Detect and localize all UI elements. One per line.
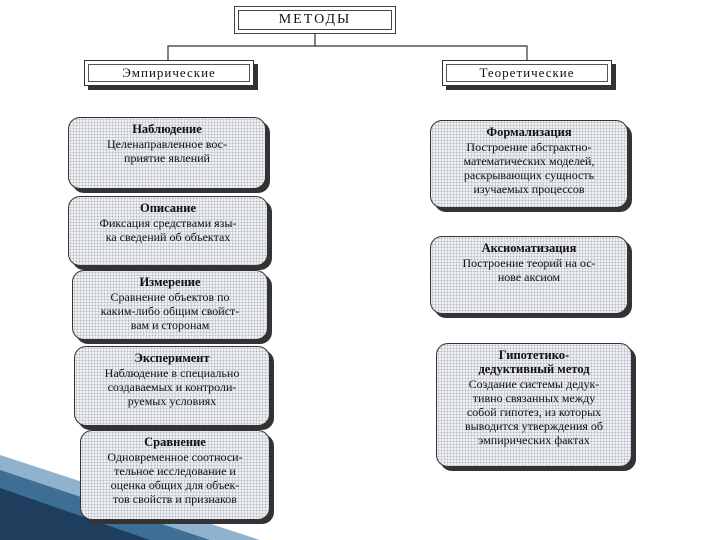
method-description: Наблюдение в специально создаваемых и контроли- руемых условиях <box>104 366 240 408</box>
category-theoretical-label: Теоретические <box>479 65 575 80</box>
method-title: Наблюдение <box>132 122 202 136</box>
category-empirical <box>84 60 254 86</box>
method-box-observation <box>68 117 266 189</box>
method-title: Гипотетико- дедуктивный метод <box>478 348 590 376</box>
method-description: Одновременное соотноси- тельное исследование и оценка общих для объек- тов свойств и признаков <box>107 450 243 506</box>
method-description: Построение теорий на ос- нове аксиом <box>462 256 596 284</box>
method-description: Создание системы дедук- тивно связанных между собой гипотез, из которых выводится утверждения об эмпирических фактах <box>464 377 604 447</box>
method-title: Измерение <box>139 275 201 289</box>
method-title: Описание <box>139 201 197 215</box>
category-theoretical <box>442 60 612 86</box>
method-title: Эксперимент <box>134 351 210 365</box>
method-box-axiomatization <box>430 236 628 314</box>
method-box-hypothetico-deductive <box>436 343 632 467</box>
method-title: Формализация <box>486 125 572 139</box>
method-box-description <box>68 196 268 266</box>
method-description: Построение абстрактно- математических моделей, раскрывающих сущность изучаемых процессов <box>463 140 595 196</box>
method-box-measurement <box>72 270 268 340</box>
method-title: Аксиоматизация <box>481 241 577 255</box>
method-description: Сравнение объектов по каким-либо общим свойст- вам и сторонам <box>100 290 240 332</box>
root-label: МЕТОДЫ <box>238 10 392 30</box>
root-node <box>234 6 396 34</box>
method-description: Фиксация средствами язы- ка сведений об объектах <box>99 216 237 244</box>
method-description: Целенаправленное вос- приятие явлений <box>107 137 227 165</box>
method-box-formalization <box>430 120 628 208</box>
category-empirical-label: Эмпирические <box>122 65 216 80</box>
method-title: Сравнение <box>144 435 206 449</box>
method-box-experiment <box>74 346 270 426</box>
method-box-comparison <box>80 430 270 520</box>
